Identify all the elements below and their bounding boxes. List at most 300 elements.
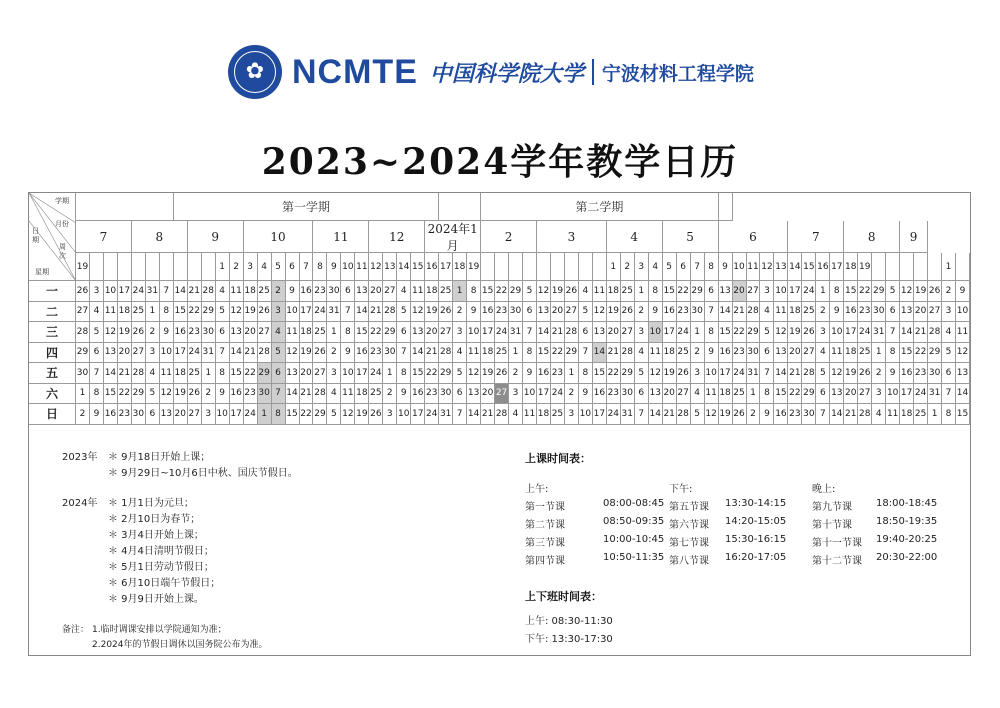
date-cell: 8 bbox=[830, 281, 844, 302]
work-morning: 上午: 08:30-11:30 bbox=[525, 616, 613, 627]
date-cell: 8 bbox=[397, 363, 411, 384]
date-cell: 21 bbox=[788, 363, 802, 384]
date-cell: 5 bbox=[327, 404, 341, 425]
date-cell: 16 bbox=[719, 343, 733, 364]
date-cell: 20 bbox=[300, 363, 314, 384]
date-cell: 20 bbox=[244, 322, 258, 343]
date-cell: 21 bbox=[188, 281, 202, 302]
date-cell: 10 bbox=[467, 322, 481, 343]
date-cell: 18 bbox=[844, 343, 858, 364]
date-cell: 2 bbox=[76, 404, 90, 425]
weekday-label: 三 bbox=[29, 322, 76, 343]
date-cell: 23 bbox=[369, 343, 383, 364]
date-cell: 6 bbox=[272, 363, 286, 384]
date-cell: 26 bbox=[76, 281, 90, 302]
date-cell: 10 bbox=[579, 404, 593, 425]
corner-semester-label: 学期 bbox=[55, 197, 69, 205]
period-name: 第十二节课 bbox=[812, 556, 862, 567]
date-cell: 27 bbox=[76, 302, 90, 323]
week-number-cell: 18 bbox=[453, 253, 467, 281]
date-cell: 1 bbox=[258, 404, 272, 425]
date-cell: 1 bbox=[691, 322, 705, 343]
evening-label: 晚上: bbox=[812, 484, 836, 495]
date-cell: 12 bbox=[900, 281, 914, 302]
date-cell: 10 bbox=[216, 404, 230, 425]
remark-item: 1.临时调课安排以学院通知为准； bbox=[92, 625, 227, 635]
date-cell: 6 bbox=[886, 302, 900, 323]
date-cell: 15 bbox=[663, 281, 677, 302]
date-cell: 25 bbox=[621, 281, 635, 302]
date-cell: 21 bbox=[118, 363, 132, 384]
date-cell: 12 bbox=[160, 384, 174, 405]
weekday-label: 二 bbox=[29, 302, 76, 323]
week-number-cell: 12 bbox=[760, 253, 774, 281]
week-number-cell: 4 bbox=[649, 253, 663, 281]
afternoon-label: 下午: bbox=[669, 484, 693, 495]
date-cell: 25 bbox=[551, 404, 565, 425]
date-cell: 27 bbox=[747, 281, 761, 302]
date-cell: 30 bbox=[747, 343, 761, 364]
date-cell: 24 bbox=[188, 343, 202, 364]
date-cell: 1 bbox=[202, 363, 216, 384]
week-number-cell bbox=[495, 253, 509, 281]
date-cell: 14 bbox=[411, 343, 425, 364]
week-number-cell bbox=[146, 253, 160, 281]
page-title: 2023~2024学年教学日历 bbox=[261, 141, 739, 183]
date-cell: 21 bbox=[844, 404, 858, 425]
date-cell: 11 bbox=[523, 404, 537, 425]
date-cell: 30 bbox=[872, 302, 886, 323]
week-number-cell bbox=[872, 253, 886, 281]
date-cell: 28 bbox=[313, 384, 327, 405]
date-cell: 30 bbox=[802, 404, 816, 425]
date-cell: 14 bbox=[649, 404, 663, 425]
date-cell: 24 bbox=[495, 322, 509, 343]
date-cell: 29 bbox=[439, 363, 453, 384]
date-cell: 15 bbox=[719, 322, 733, 343]
corner-weekday-label: 星期 bbox=[35, 268, 49, 276]
date-cell: 28 bbox=[747, 302, 761, 323]
date-cell: 11 bbox=[411, 281, 425, 302]
remark-item: 2.2024年的节假日调休以国务院公布为准。 bbox=[92, 640, 268, 650]
date-cell: 27 bbox=[313, 363, 327, 384]
week-number-cell: 13 bbox=[383, 253, 397, 281]
date-cell: 9 bbox=[956, 281, 970, 302]
date-cell: 28 bbox=[621, 343, 635, 364]
date-cell: 21 bbox=[244, 343, 258, 364]
date-cell: 24 bbox=[313, 302, 327, 323]
period-name: 第二节课 bbox=[525, 520, 565, 531]
date-cell: 24 bbox=[858, 322, 872, 343]
date-cell: 19 bbox=[788, 322, 802, 343]
date-cell: 16 bbox=[174, 322, 188, 343]
period-time: 20:30-22:00 bbox=[876, 552, 938, 563]
date-cell: 12 bbox=[411, 302, 425, 323]
period-time: 14:20-15:05 bbox=[725, 516, 787, 527]
date-cell: 20 bbox=[663, 384, 677, 405]
week-number-cell: 19 bbox=[76, 253, 90, 281]
year-2024-label: 2024年 bbox=[62, 498, 98, 509]
week-number-cell: 1 bbox=[607, 253, 621, 281]
date-cell: 8 bbox=[760, 384, 774, 405]
date-cell: 26 bbox=[439, 302, 453, 323]
date-cell: 28 bbox=[565, 322, 579, 343]
date-cell: 22 bbox=[677, 281, 691, 302]
month-cell: 4 bbox=[607, 221, 663, 253]
date-cell: 26 bbox=[188, 384, 202, 405]
semester-cell bbox=[76, 193, 174, 221]
date-cell: 30 bbox=[439, 384, 453, 405]
date-cell: 16 bbox=[844, 302, 858, 323]
date-cell: 31 bbox=[621, 404, 635, 425]
month-cell: 3 bbox=[537, 221, 607, 253]
date-cell: 28 bbox=[202, 281, 216, 302]
date-cell: 3 bbox=[146, 343, 160, 364]
week-number-cell: 4 bbox=[258, 253, 272, 281]
period-name: 第七节课 bbox=[669, 538, 709, 549]
date-cell: 13 bbox=[467, 384, 481, 405]
date-cell: 6 bbox=[523, 302, 537, 323]
date-cell: 9 bbox=[830, 302, 844, 323]
date-cell: 18 bbox=[719, 384, 733, 405]
work-afternoon: 下午: 13:30-17:30 bbox=[525, 634, 613, 645]
week-number-cell: 5 bbox=[272, 253, 286, 281]
date-cell: 3 bbox=[816, 322, 830, 343]
date-cell: 4 bbox=[816, 343, 830, 364]
note-item: ＊ 5月1日劳动节假日； bbox=[108, 562, 214, 573]
date-cell: 10 bbox=[886, 384, 900, 405]
date-cell: 22 bbox=[607, 363, 621, 384]
date-cell: 4 bbox=[942, 322, 956, 343]
date-cell: 17 bbox=[174, 343, 188, 364]
date-cell: 13 bbox=[411, 322, 425, 343]
date-cell: 20 bbox=[481, 384, 495, 405]
date-cell: 16 bbox=[663, 302, 677, 323]
date-cell: 7 bbox=[760, 363, 774, 384]
work-schedule-title: 上下班时间表： bbox=[525, 590, 602, 603]
date-cell: 3 bbox=[272, 302, 286, 323]
week-number-cell bbox=[914, 253, 928, 281]
date-cell: 29 bbox=[691, 281, 705, 302]
date-cell: 2 bbox=[327, 343, 341, 364]
date-cell: 10 bbox=[286, 302, 300, 323]
date-cell: 13 bbox=[230, 322, 244, 343]
date-cell: 15 bbox=[900, 343, 914, 364]
week-number-cell: 15 bbox=[411, 253, 425, 281]
week-number-cell: 7 bbox=[691, 253, 705, 281]
date-cell: 26 bbox=[928, 281, 942, 302]
date-cell: 25 bbox=[439, 281, 453, 302]
period-time: 10:50-11:35 bbox=[603, 552, 665, 563]
date-cell: 20 bbox=[733, 281, 747, 302]
date-cell: 1 bbox=[747, 384, 761, 405]
week-number-cell bbox=[551, 253, 565, 281]
week-number-cell bbox=[900, 253, 914, 281]
week-number-cell: 17 bbox=[439, 253, 453, 281]
date-cell: 27 bbox=[495, 384, 509, 405]
date-cell: 2 bbox=[635, 302, 649, 323]
date-cell: 13 bbox=[286, 363, 300, 384]
date-cell: 18 bbox=[663, 343, 677, 364]
date-cell: 17 bbox=[537, 384, 551, 405]
date-cell: 6 bbox=[453, 384, 467, 405]
date-cell: 11 bbox=[467, 343, 481, 364]
date-cell: 13 bbox=[593, 322, 607, 343]
date-cell: 15 bbox=[537, 343, 551, 364]
date-cell: 11 bbox=[774, 302, 788, 323]
period-name: 第八节课 bbox=[669, 556, 709, 567]
date-cell: 7 bbox=[160, 281, 174, 302]
date-cell: 26 bbox=[258, 302, 272, 323]
date-cell: 3 bbox=[942, 302, 956, 323]
date-cell: 27 bbox=[677, 384, 691, 405]
date-cell: 19 bbox=[551, 281, 565, 302]
date-cell: 23 bbox=[313, 281, 327, 302]
date-cell: 27 bbox=[132, 343, 146, 364]
date-cell: 9 bbox=[523, 363, 537, 384]
month-cell: 2024年1月 bbox=[425, 221, 481, 253]
date-cell: 18 bbox=[607, 281, 621, 302]
date-cell: 7 bbox=[579, 343, 593, 364]
semester-cell: 第一学期 bbox=[174, 193, 439, 221]
date-cell: 22 bbox=[788, 384, 802, 405]
week-number-cell: 16 bbox=[816, 253, 830, 281]
week-number-cell: 13 bbox=[774, 253, 788, 281]
date-cell: 2 bbox=[565, 384, 579, 405]
date-cell: 26 bbox=[858, 363, 872, 384]
date-cell: 8 bbox=[467, 281, 481, 302]
date-cell: 11 bbox=[886, 404, 900, 425]
date-cell: 29 bbox=[928, 343, 942, 364]
date-cell: 8 bbox=[942, 404, 956, 425]
date-cell: 9 bbox=[286, 281, 300, 302]
date-cell: 15 bbox=[481, 281, 495, 302]
date-cell: 1 bbox=[635, 281, 649, 302]
date-cell: 18 bbox=[537, 404, 551, 425]
date-cell: 31 bbox=[928, 384, 942, 405]
date-cell: 26 bbox=[677, 363, 691, 384]
date-cell: 5 bbox=[816, 363, 830, 384]
date-cell: 17 bbox=[481, 322, 495, 343]
date-cell: 17 bbox=[788, 281, 802, 302]
week-number-cell: 17 bbox=[830, 253, 844, 281]
date-cell: 10 bbox=[160, 343, 174, 364]
date-cell: 16 bbox=[300, 281, 314, 302]
date-cell: 5 bbox=[272, 343, 286, 364]
date-cell: 29 bbox=[565, 343, 579, 364]
date-cell: 21 bbox=[300, 384, 314, 405]
date-cell: 19 bbox=[300, 343, 314, 364]
date-cell: 22 bbox=[733, 322, 747, 343]
date-cell: 11 bbox=[230, 281, 244, 302]
week-number-cell bbox=[202, 253, 216, 281]
week-number-cell bbox=[132, 253, 146, 281]
date-cell: 28 bbox=[439, 343, 453, 364]
date-cell: 3 bbox=[383, 404, 397, 425]
note-item: ＊ 9月18日开始上课； bbox=[108, 452, 211, 463]
semester-cell bbox=[439, 193, 481, 221]
month-cell: 9 bbox=[188, 221, 244, 253]
date-cell: 27 bbox=[802, 343, 816, 364]
date-cell: 2 bbox=[453, 302, 467, 323]
date-cell: 16 bbox=[774, 404, 788, 425]
date-cell: 3 bbox=[509, 384, 523, 405]
date-cell: 31 bbox=[509, 322, 523, 343]
date-cell: 21 bbox=[663, 404, 677, 425]
week-number-cell bbox=[188, 253, 202, 281]
date-cell: 14 bbox=[104, 363, 118, 384]
date-cell: 23 bbox=[495, 302, 509, 323]
date-cell: 2 bbox=[146, 322, 160, 343]
period-name: 第四节课 bbox=[525, 556, 565, 567]
date-cell: 27 bbox=[383, 281, 397, 302]
date-cell: 13 bbox=[774, 343, 788, 364]
date-cell: 16 bbox=[481, 302, 495, 323]
date-cell: 15 bbox=[230, 363, 244, 384]
week-number-cell bbox=[509, 253, 523, 281]
date-cell: 8 bbox=[886, 343, 900, 364]
week-number-cell bbox=[565, 253, 579, 281]
date-cell: 20 bbox=[914, 302, 928, 323]
week-number-cell: 10 bbox=[341, 253, 355, 281]
date-cell: 17 bbox=[900, 384, 914, 405]
date-cell: 12 bbox=[830, 363, 844, 384]
date-cell: 9 bbox=[397, 384, 411, 405]
date-cell: 21 bbox=[425, 343, 439, 364]
date-cell: 1 bbox=[327, 322, 341, 343]
date-cell: 26 bbox=[313, 343, 327, 364]
date-cell: 16 bbox=[900, 363, 914, 384]
week-number-cell bbox=[118, 253, 132, 281]
week-number-cell bbox=[90, 253, 104, 281]
date-cell: 31 bbox=[747, 363, 761, 384]
date-cell: 6 bbox=[216, 322, 230, 343]
date-cell: 22 bbox=[244, 363, 258, 384]
date-cell: 7 bbox=[341, 302, 355, 323]
date-cell: 29 bbox=[621, 363, 635, 384]
week-number-cell: 8 bbox=[705, 253, 719, 281]
week-number-cell: 11 bbox=[747, 253, 761, 281]
date-cell: 14 bbox=[719, 302, 733, 323]
date-cell: 9 bbox=[90, 404, 104, 425]
date-cell: 25 bbox=[188, 363, 202, 384]
date-cell: 19 bbox=[914, 281, 928, 302]
date-cell: 2 bbox=[691, 343, 705, 364]
date-cell: 21 bbox=[551, 322, 565, 343]
month-cell: 8 bbox=[844, 221, 900, 253]
date-cell: 11 bbox=[593, 281, 607, 302]
date-cell: 4 bbox=[146, 363, 160, 384]
week-number-cell bbox=[160, 253, 174, 281]
date-cell: 24 bbox=[551, 384, 565, 405]
date-cell: 4 bbox=[327, 384, 341, 405]
date-cell: 13 bbox=[900, 302, 914, 323]
date-cell: 28 bbox=[928, 322, 942, 343]
date-cell: 12 bbox=[286, 343, 300, 364]
date-cell: 6 bbox=[397, 322, 411, 343]
date-cell: 7 bbox=[453, 404, 467, 425]
weekday-label: 六 bbox=[29, 384, 76, 405]
date-cell: 1 bbox=[816, 281, 830, 302]
week-number-cell bbox=[956, 253, 970, 281]
date-cell: 27 bbox=[565, 302, 579, 323]
date-cell: 17 bbox=[844, 322, 858, 343]
week-number-cell bbox=[886, 253, 900, 281]
week-number-cell bbox=[523, 253, 537, 281]
weekday-label: 五 bbox=[29, 363, 76, 384]
date-cell: 5 bbox=[942, 343, 956, 364]
date-cell: 7 bbox=[523, 322, 537, 343]
month-cell: 8 bbox=[132, 221, 188, 253]
date-cell: 1 bbox=[872, 343, 886, 364]
date-cell: 24 bbox=[802, 281, 816, 302]
date-cell: 30 bbox=[327, 281, 341, 302]
note-item: ＊ 2月10日为春节； bbox=[108, 514, 201, 525]
date-cell: 28 bbox=[383, 302, 397, 323]
date-cell: 14 bbox=[900, 322, 914, 343]
date-cell: 10 bbox=[705, 363, 719, 384]
date-cell: 11 bbox=[160, 363, 174, 384]
date-cell: 24 bbox=[607, 404, 621, 425]
date-cell: 5 bbox=[146, 384, 160, 405]
week-number-cell bbox=[579, 253, 593, 281]
date-cell: 11 bbox=[104, 302, 118, 323]
date-cell: 5 bbox=[523, 281, 537, 302]
logo-cn-school: 宁波材料工程学院 bbox=[601, 62, 754, 85]
class-schedule-title: 上课时间表： bbox=[525, 452, 591, 465]
date-cell: 19 bbox=[607, 302, 621, 323]
date-cell: 8 bbox=[649, 281, 663, 302]
date-cell: 22 bbox=[858, 281, 872, 302]
date-cell: 19 bbox=[425, 302, 439, 323]
date-cell: 25 bbox=[858, 343, 872, 364]
date-cell: 13 bbox=[956, 363, 970, 384]
date-cell: 5 bbox=[579, 302, 593, 323]
date-cell: 28 bbox=[258, 343, 272, 364]
date-cell: 4 bbox=[579, 281, 593, 302]
period-time: 16:20-17:05 bbox=[725, 552, 787, 563]
date-cell: 29 bbox=[509, 281, 523, 302]
date-cell: 2 bbox=[872, 363, 886, 384]
date-cell: 13 bbox=[537, 302, 551, 323]
date-cell: 10 bbox=[649, 322, 663, 343]
date-cell: 25 bbox=[258, 281, 272, 302]
date-cell: 23 bbox=[607, 384, 621, 405]
date-cell: 28 bbox=[677, 404, 691, 425]
date-cell: 7 bbox=[635, 404, 649, 425]
date-cell: 20 bbox=[425, 322, 439, 343]
date-cell: 25 bbox=[802, 302, 816, 323]
week-number-cell: 10 bbox=[733, 253, 747, 281]
semester-cell bbox=[719, 193, 733, 221]
period-time: 19:40-20:25 bbox=[876, 534, 938, 545]
date-cell: 6 bbox=[705, 281, 719, 302]
date-cell: 18 bbox=[355, 384, 369, 405]
date-cell: 17 bbox=[663, 322, 677, 343]
month-cell: 10 bbox=[244, 221, 314, 253]
period-name: 第一节课 bbox=[525, 502, 565, 513]
period-time: 08:00-08:45 bbox=[603, 498, 665, 509]
logo-text: NCMTE bbox=[292, 52, 418, 91]
date-cell: 30 bbox=[621, 384, 635, 405]
date-cell: 29 bbox=[313, 404, 327, 425]
week-number-cell: 1 bbox=[942, 253, 956, 281]
date-cell: 12 bbox=[705, 404, 719, 425]
date-cell: 4 bbox=[760, 302, 774, 323]
date-cell: 12 bbox=[104, 322, 118, 343]
week-number-cell: 14 bbox=[397, 253, 411, 281]
date-cell: 14 bbox=[355, 302, 369, 323]
